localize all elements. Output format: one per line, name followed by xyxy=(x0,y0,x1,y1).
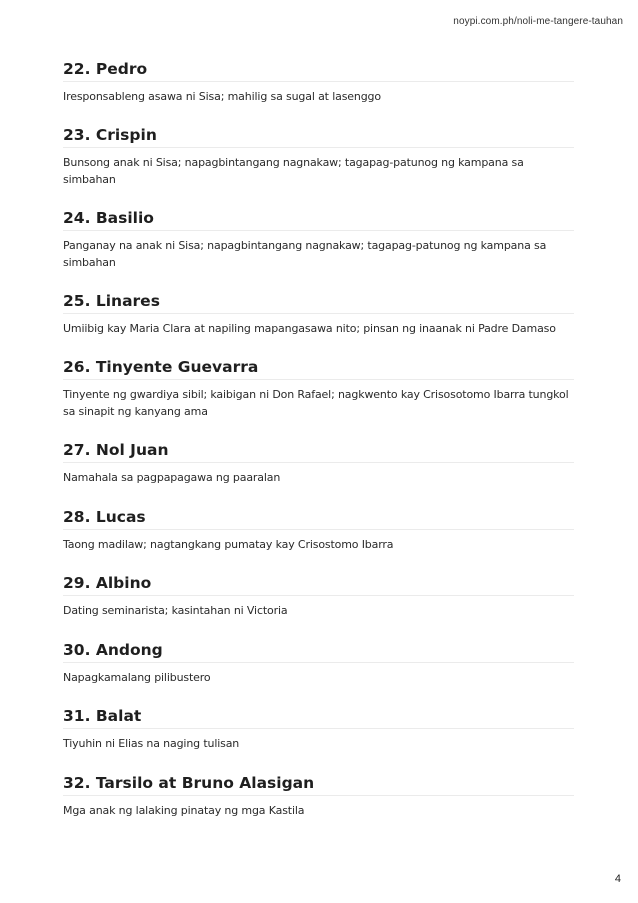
character-description: Taong madilaw; nagtangkang pumatay kay Crisostomo Ibarra xyxy=(63,538,394,551)
source-url: noypi.com.ph/noli-me-tangere-tauhan xyxy=(453,16,623,27)
character-entry xyxy=(63,706,574,752)
character-description: Tiyuhin ni Elias na naging tulisan xyxy=(63,737,240,750)
character-description: Iresponsableng asawa ni Sisa; mahilig sa sugal at lasenggo xyxy=(63,90,381,103)
character-description: Mga anak ng lalaking pinatay ng mga Kastila xyxy=(63,804,305,817)
character-entry xyxy=(63,640,574,686)
character-entry xyxy=(63,291,574,337)
character-description: Bunsong anak ni Sisa; napagbintangang nagnakaw; tagapag-patunog ng kampana sa simbahan xyxy=(63,156,524,186)
character-description: Tinyente ng gwardiya sibil; kaibigan ni Don Rafael; nagkwento kay Crisosotomo Ibarra tungkol sa sinapit ng kanyang ama xyxy=(63,388,569,418)
character-entry xyxy=(63,773,574,819)
character-name: 25. Linares xyxy=(63,291,574,314)
character-entry xyxy=(63,573,574,619)
character-name: 32. Tarsilo at Bruno Alasigan xyxy=(63,773,574,796)
character-name: 31. Balat xyxy=(63,706,574,729)
page-number: 4 xyxy=(614,873,621,885)
character-entry xyxy=(63,125,574,188)
character-name: 23. Crispin xyxy=(63,125,574,148)
character-description: Panganay na anak ni Sisa; napagbintangang nagnakaw; tagapag-patunog ng kampana sa simbahan xyxy=(63,239,547,269)
character-entry xyxy=(63,507,574,553)
character-name: 30. Andong xyxy=(63,640,574,663)
character-name: 28. Lucas xyxy=(63,507,574,530)
character-name: 22. Pedro xyxy=(63,59,574,82)
character-description: Dating seminarista; kasintahan ni Victoria xyxy=(63,604,288,617)
character-entry xyxy=(63,208,574,271)
character-name: 24. Basilio xyxy=(63,208,574,231)
character-description: Umiibig kay Maria Clara at napiling mapangasawa nito; pinsan ng inaanak ni Padre Damaso xyxy=(63,322,556,335)
character-description: Namahala sa pagpapagawa ng paaralan xyxy=(63,471,281,484)
character-entry xyxy=(63,59,574,105)
character-name: 26. Tinyente Guevarra xyxy=(63,357,574,380)
character-name: 29. Albino xyxy=(63,573,574,596)
character-entry xyxy=(63,440,574,486)
character-description: Napagkamalang pilibustero xyxy=(63,671,211,684)
character-entry xyxy=(63,357,574,420)
character-name: 27. Nol Juan xyxy=(63,440,574,463)
